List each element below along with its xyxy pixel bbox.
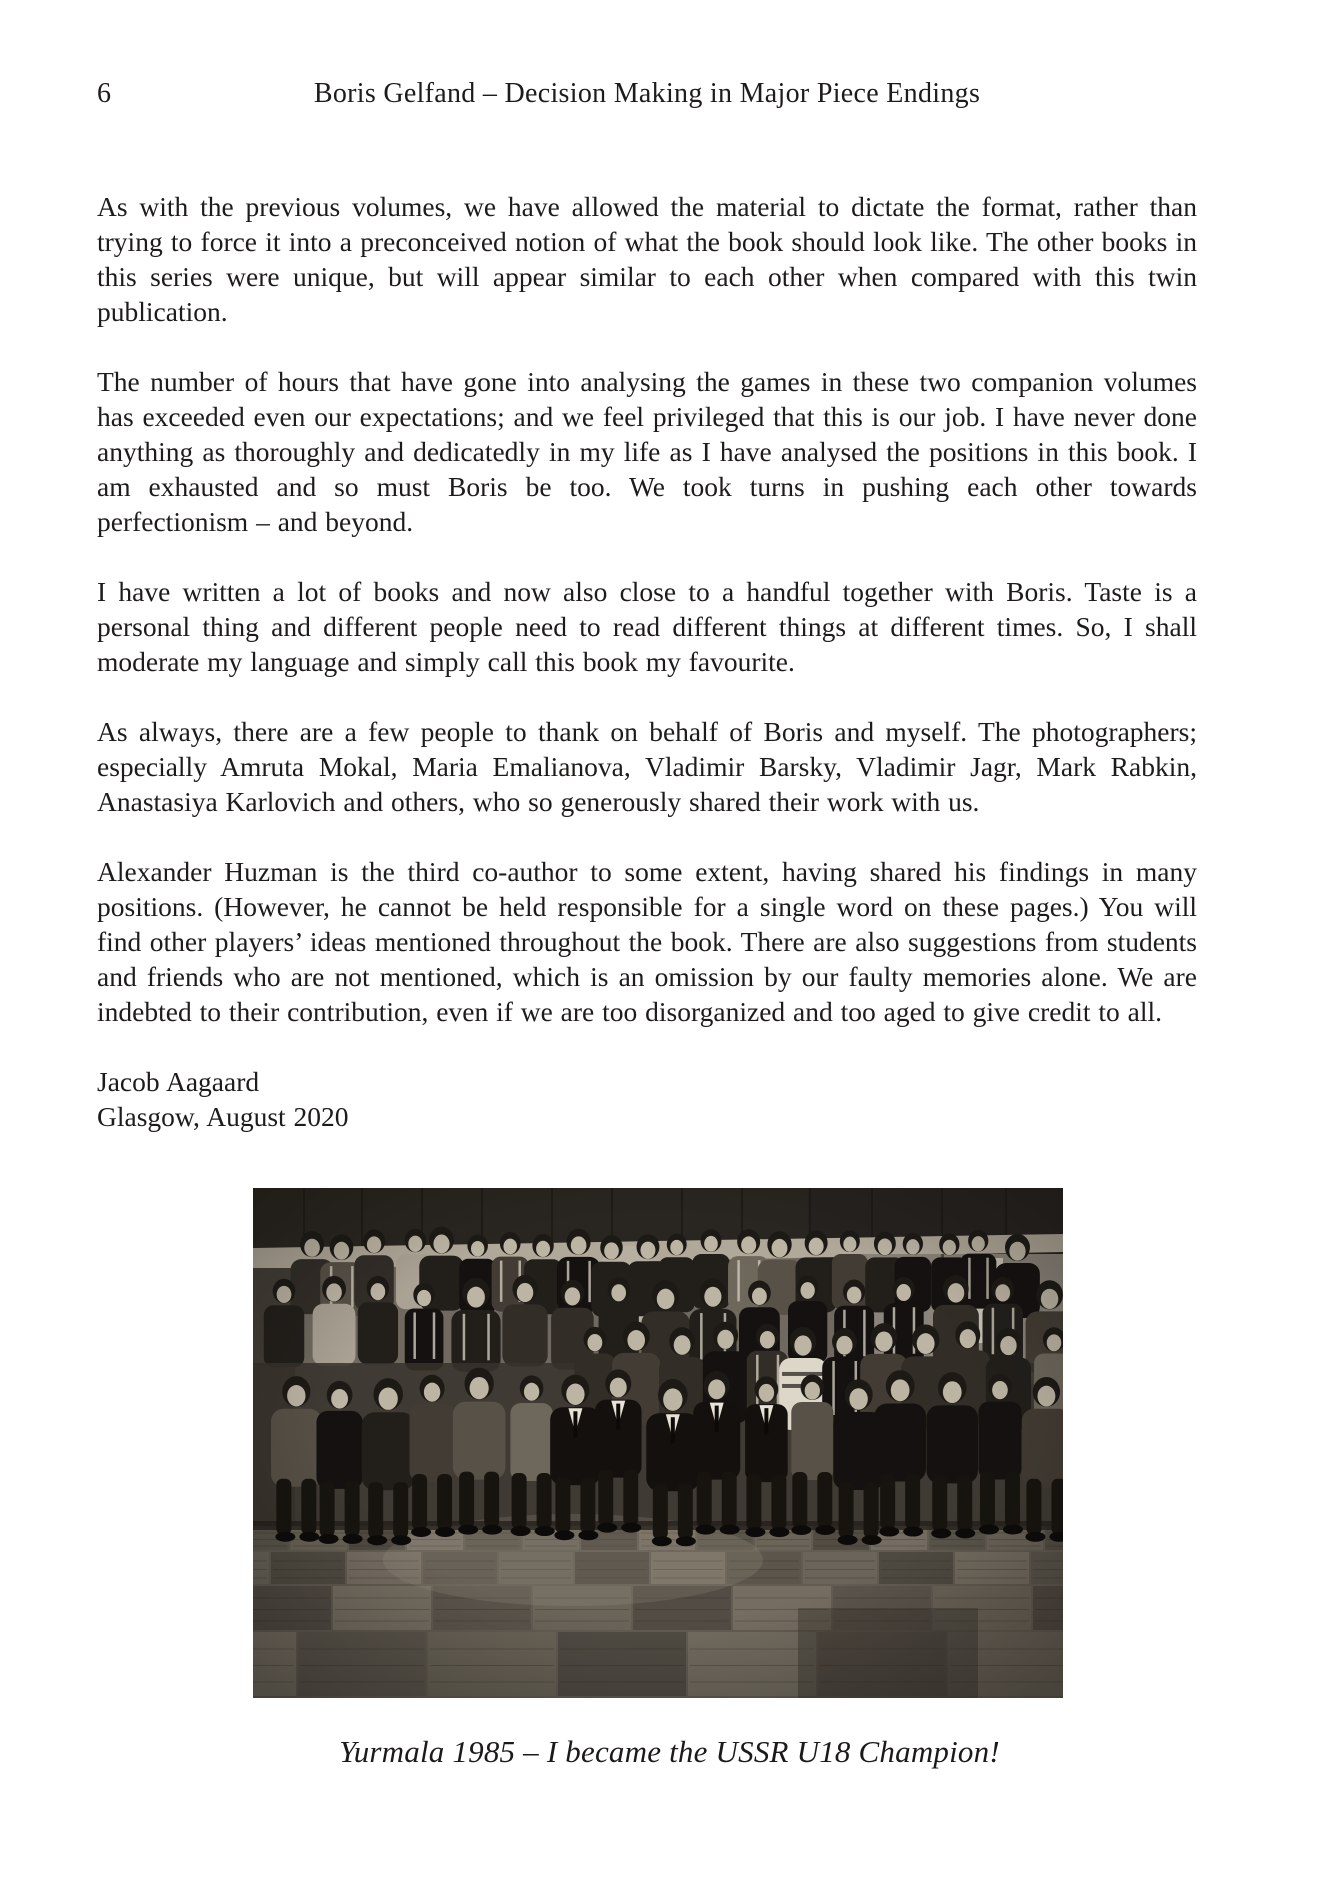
paragraph: As always, there are a few people to thank on behalf of Boris and myself. The photographers; especially Amruta Mokal, Maria Emalianova, Vladimir Barsky, Vladimir Jagr, Mark Rabkin, Anastasiya Karlovich and others, who so generously shared their work with us. bbox=[97, 716, 1197, 817]
signature-name: Jacob Aagaard bbox=[97, 1066, 260, 1097]
page-number: 6 bbox=[97, 78, 111, 109]
photo-caption: Yurmala 1985 – I became the USSR U18 Champion! bbox=[339, 1734, 1000, 1769]
signature-block bbox=[97, 1064, 1197, 1134]
header-title: Boris Gelfand – Decision Making in Major Piece Endings bbox=[313, 78, 981, 109]
page-header bbox=[97, 78, 1197, 120]
body-text bbox=[97, 189, 1197, 1134]
paragraph: Alexander Huzman is the third co-author to some extent, having shared his findings in many positions. (However, he cannot be held responsible for a single word on these pages.) You will find other players’ ideas mentioned throughout the book. There are also suggestions from students and friends who are not mentioned, which is an omission by our faulty memories alone. We are indebted to their contribution, even if we are too disorganized and too aged to give credit to all. bbox=[97, 856, 1197, 1027]
group-photo bbox=[253, 1188, 1063, 1698]
paragraph: As with the previous volumes, we have allowed the material to dictate the format, rather than trying to force it into a preconceived notion of what the book should look like. The other books in this series were unique, but will appear similar to each other when compared with this twin publication. bbox=[97, 191, 1197, 327]
group-photo-image bbox=[253, 1188, 1063, 1698]
paragraph: I have written a lot of books and now also close to a handful together with Boris. Taste is a personal thing and different people need to read different things at different times. So, I shall moderate my language and simply call this book my favourite. bbox=[97, 576, 1197, 677]
signature-place-date: Glasgow, August 2020 bbox=[97, 1101, 349, 1132]
paragraph: The number of hours that have gone into analysing the games in these two companion volumes has exceeded even our expectations; and we feel privileged that this is our job. I have never done anything as thoroughly and dedicatedly in my life as I have analysed the positions in this book. I am exhausted and so must Boris be too. We took turns in pushing each other towards perfectionism – and beyond. bbox=[97, 366, 1197, 537]
